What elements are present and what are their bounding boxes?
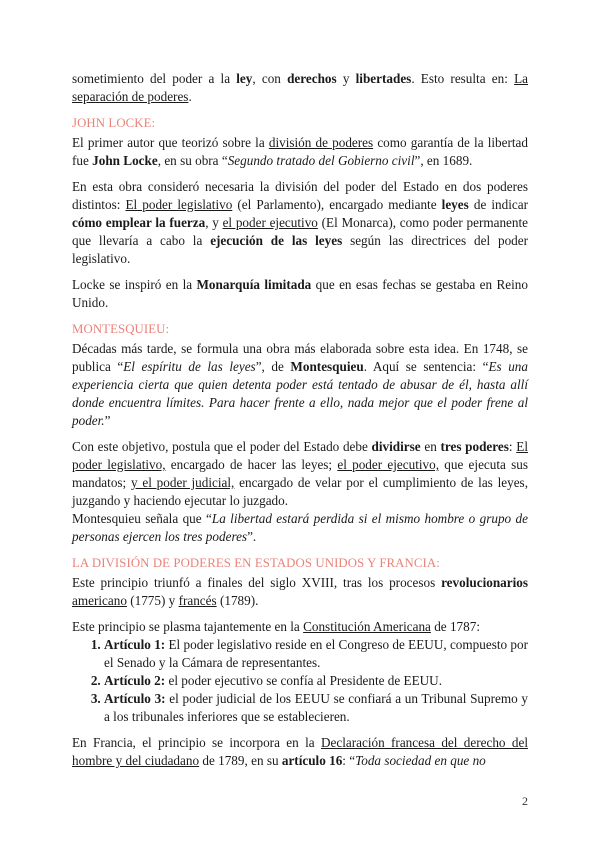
bold-text: derechos	[287, 71, 337, 86]
text: . Esto resulta en:	[411, 71, 515, 86]
text: ”	[104, 413, 111, 428]
text: que ejecuta sus mandatos;	[72, 457, 528, 490]
section-heading-locke: JOHN LOCKE:	[72, 116, 156, 130]
bold-text: dividirse	[371, 439, 421, 454]
bold-text: Monarquía limitada	[196, 277, 312, 292]
text: Locke se inspiró en la	[72, 277, 197, 292]
bold-text: leyes	[441, 197, 469, 212]
text: Décadas más tarde, se formula una obra más elaborada sobre esta idea. En 1748, se publica “	[72, 341, 528, 374]
text: .	[188, 89, 192, 104]
text: como garantía de la libertad fue	[72, 135, 528, 168]
page-number: 2	[522, 794, 528, 808]
text: , y	[205, 215, 223, 230]
italic-text: El espíritu de las leyes	[123, 359, 256, 374]
text: (1775) y	[126, 593, 179, 608]
text: de 1787:	[430, 619, 480, 634]
underlined-text: el poder ejecutivo	[222, 215, 318, 230]
paragraph-montesquieu-3	[72, 510, 528, 546]
underlined-text: americano	[72, 593, 127, 608]
text: En esta obra consideró necesaria la división del poder del Estado en dos poderes distintos:	[72, 179, 528, 212]
text: según las directrices del poder legislativo.	[72, 233, 529, 266]
text: (1789).	[216, 593, 259, 608]
text: sometimiento del poder a la	[72, 71, 237, 86]
text: Este principio se plasma tajantemente en la	[72, 619, 304, 634]
underlined-text: Declaración francesa del derecho del hombre y del ciudadano	[72, 735, 528, 768]
text: , en su obra “	[157, 153, 228, 168]
bold-text: cómo emplear la fuerza	[72, 215, 206, 230]
text: ”, en 1689.	[414, 153, 473, 168]
underlined-text: El poder legislativo,	[72, 439, 528, 472]
article-text: el poder judicial de los EEUU se confiará a un Tribunal Supremo y a los tribunales inferiores que se establecieren.	[104, 691, 528, 724]
text: (El Monarca), como poder permanente que llevaría a cabo la	[72, 215, 529, 248]
document-page	[72, 70, 528, 778]
list-item	[104, 636, 528, 672]
underlined-text: El poder legislativo	[125, 197, 233, 212]
text: Con este objetivo, postula que el poder del Estado debe	[72, 439, 372, 454]
bold-text: John Locke	[92, 153, 158, 168]
italic-quote: La libertad estará perdida si el mismo hombre o grupo de personas ejercen los tres poderes	[72, 511, 528, 544]
text: En Francia, el principio se incorpora en la	[72, 735, 321, 750]
bold-text: Montesquieu	[290, 359, 364, 374]
list-item	[104, 690, 528, 726]
paragraph-france	[72, 734, 528, 770]
article-label: Artículo 2:	[104, 673, 166, 688]
text: (el Parlamento), encargado mediante	[232, 197, 442, 212]
section-heading-usa-france: LA DIVISIÓN DE PODERES EN ESTADOS UNIDOS Y FRANCIA:	[72, 556, 440, 570]
text: Montesquieu señala que “	[72, 511, 212, 526]
underlined-text: el poder ejecutivo,	[337, 457, 440, 472]
text: , con	[252, 71, 288, 86]
text: ”.	[247, 529, 257, 544]
bold-text: revolucionarios	[441, 575, 528, 590]
article-text: El poder legislativo reside en el Congreso de EEUU, compuesto por el Senado y la Cámara de representantes.	[104, 637, 528, 670]
article-label: Artículo 1:	[104, 637, 166, 652]
bold-text: artículo 16	[281, 753, 343, 768]
bold-text: ley	[236, 71, 253, 86]
paragraph-montesquieu-1	[72, 340, 528, 430]
text: : “	[342, 753, 356, 768]
text: encargado de hacer las leyes;	[165, 457, 338, 472]
paragraph-locke-2	[72, 178, 528, 268]
section-heading-montesquieu: MONTESQUIEU:	[72, 322, 170, 336]
paragraph-usa-constitution	[72, 618, 528, 636]
text: de 1789, en su	[199, 753, 282, 768]
text: encargado de velar por el cumplimiento de las leyes, juzgando y haciendo ejecutar lo juzgado.	[72, 475, 528, 508]
article-text: el poder ejecutivo se confía al Presidente de EEUU.	[165, 673, 443, 688]
italic-quote: Es una experiencia cierta que quien detenta poder está tentado de abusar de él, hasta allí donde encuentra límites. Para hacer frente a ello, nada mejor que el poder frene al poder.	[72, 359, 528, 428]
text: en	[420, 439, 441, 454]
text: El primer autor que teorizó sobre la	[72, 135, 269, 150]
bold-text: libertades	[355, 71, 412, 86]
article-label: Artículo 3:	[104, 691, 166, 706]
underlined-text: división de poderes	[268, 135, 374, 150]
paragraph-locke-1	[72, 134, 528, 170]
paragraph-montesquieu-2	[72, 438, 528, 510]
text: ”, de	[255, 359, 291, 374]
bold-text: ejecución de las leyes	[210, 233, 343, 248]
underlined-text: francés	[178, 593, 217, 608]
bold-text: tres poderes	[440, 439, 509, 454]
underlined-text: y el poder judicial,	[131, 475, 235, 490]
constitution-articles-list	[72, 636, 528, 726]
underlined-text: Constitución Americana	[303, 619, 431, 634]
list-item	[104, 672, 528, 690]
paragraph-locke-3	[72, 276, 528, 312]
text: :	[508, 439, 517, 454]
italic-text: Toda sociedad en que no	[355, 753, 486, 768]
text: que en esas fechas se gestaba en Reino Unido.	[72, 277, 528, 310]
underlined-text: La separación de poderes	[72, 71, 528, 104]
italic-text: Segundo tratado del Gobierno civil	[227, 153, 415, 168]
text: . Aquí se sentencia: “	[363, 359, 489, 374]
paragraph-usa-france-1	[72, 574, 528, 610]
text: y	[336, 71, 356, 86]
text: Este principio triunfó a finales del siglo XVIII, tras los procesos	[72, 575, 442, 590]
paragraph-intro	[72, 70, 528, 106]
text: de indicar	[468, 197, 528, 212]
